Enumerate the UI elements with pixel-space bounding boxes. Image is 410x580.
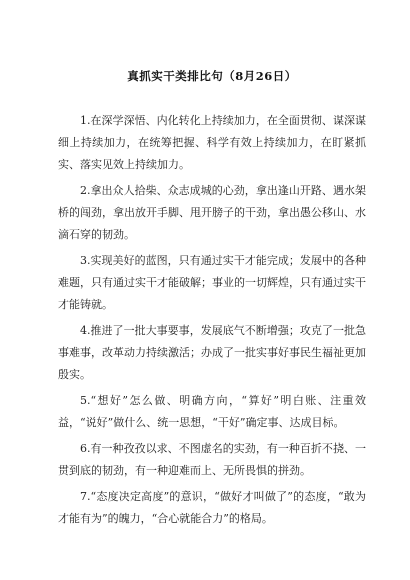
paragraph-5: 5.“想好”怎么做、明确方向，“算好”明白账、注重效益，“说好”做什么、统一思想，“干好”确定事、达成目标。 (58, 394, 366, 429)
document-title: 真抓实干类排比句（8月26日） (127, 69, 297, 83)
paragraph-2: 2.拿出众人拾柴、众志成城的心劲，拿出逢山开路、遇水架桥的闯劲，拿出放开手脚、甩开膀子的干劲，拿出愚公移山、水滴石穿的韧劲。 (58, 184, 366, 241)
paragraph-4: 4.推进了一批大事要事，发展底气不断增强；攻克了一批急事难事，改革动力持续激活；办成了一批实事好事民生福祉更加殷实。 (58, 324, 366, 381)
paragraph-3: 3.实现美好的蓝图，只有通过实干才能完成；发展中的各种难题，只有通过实干才能破解；事业的一切辉煌，只有通过实干才能铸就。 (58, 254, 366, 311)
paragraph-7: 7.“态度决定高度”的意识，“做好才叫做了”的态度，“敢为才能有为”的魄力，“合心就能合力”的格局。 (58, 490, 366, 525)
paragraph-6: 6.有一种孜孜以求、不图虚名的实劲，有一种百折不挠、一贯到底的韧劲，有一种迎难而上、无所畏惧的拼劲。 (58, 442, 366, 477)
paragraph-1: 1.在深学深悟、内化转化上持续加力，在全面贯彻、谋深谋细上持续加力，在统筹把握、科学有效上持续加力，在盯紧抓实、落实见效上持续加力。 (58, 114, 366, 171)
